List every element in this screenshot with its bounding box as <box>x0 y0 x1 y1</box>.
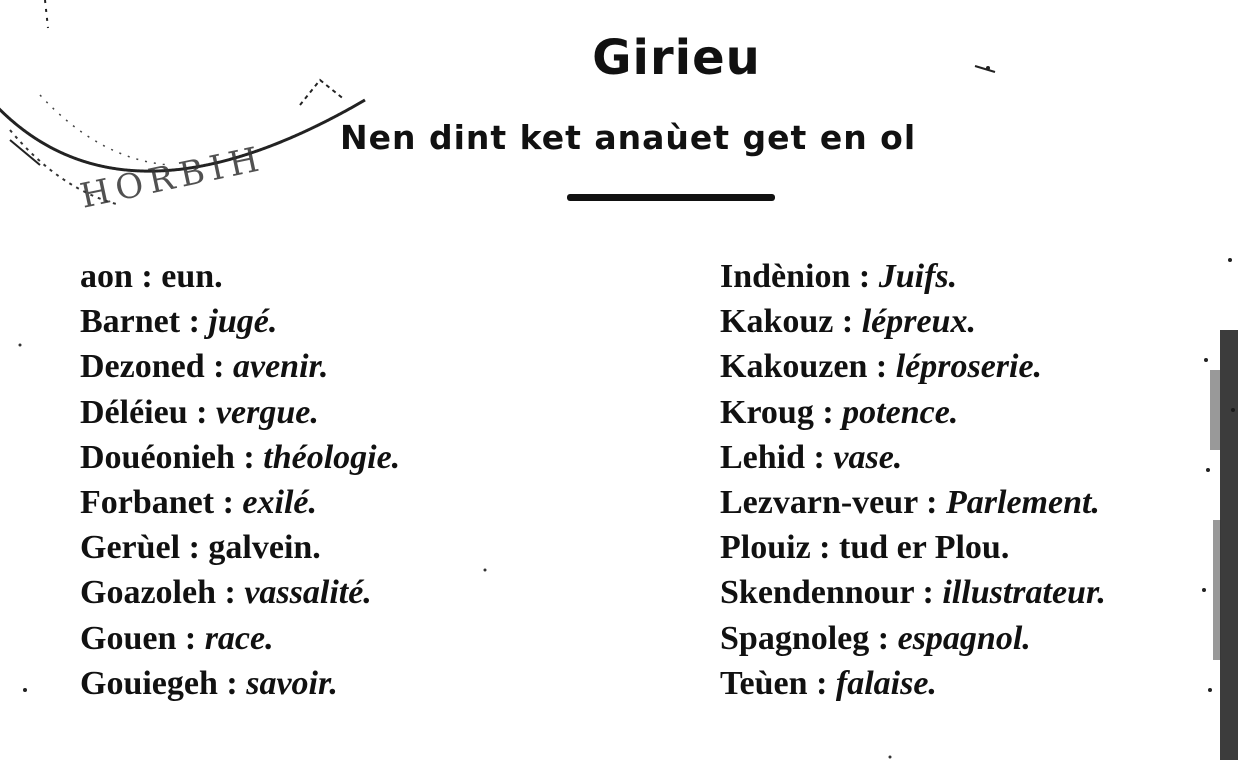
glossary-term: Déléieu <box>80 393 188 431</box>
glossary-term: Lezvarn-veur <box>720 483 918 521</box>
glossary-separator: : <box>180 529 209 567</box>
glossary-translation: savoir. <box>246 664 338 702</box>
glossary-term: Gouen <box>80 619 177 657</box>
glossary-translation: illustrateur. <box>942 574 1106 612</box>
glossary-separator: : <box>132 258 162 295</box>
glossary-translation: exilé. <box>242 483 317 521</box>
glossary-term: Kakouzen <box>720 348 868 386</box>
glossary-separator: : <box>869 619 898 657</box>
glossary-term: Barnet <box>80 303 181 341</box>
glossary-translation: eun. <box>161 258 223 295</box>
glossary-term: Dezoned <box>80 348 205 386</box>
glossary-term: Lehid <box>720 438 806 476</box>
glossary-translation: potence. <box>842 393 959 431</box>
glossary-separator: : <box>914 574 943 612</box>
glossary-translation: théologie. <box>263 438 401 476</box>
glossary-term: Skendennour <box>720 574 915 612</box>
glossary-translation: tud er Plou. <box>839 529 1010 567</box>
glossary-separator: : <box>187 393 216 431</box>
glossary-separator: : <box>917 483 946 521</box>
glossary-translation: race. <box>204 619 274 657</box>
glossary-term: Forbanet <box>80 483 215 521</box>
glossary-translation: vergue. <box>215 393 319 431</box>
glossary-translation: vase. <box>833 438 903 476</box>
glossary-translation: falaise. <box>835 664 937 702</box>
glossary-translation: léproserie. <box>895 348 1043 386</box>
glossary-separator: : <box>217 664 247 702</box>
glossary-translation: avenir. <box>232 348 329 386</box>
glossary-separator: : <box>813 393 843 431</box>
glossary-separator: : <box>215 574 245 612</box>
glossary-term: Kroug <box>720 393 814 431</box>
glossary-term: Kakouz <box>720 303 834 341</box>
glossary-term: Douéonieh <box>80 438 235 476</box>
page-title: Girieu <box>592 30 761 86</box>
glossary-translation: lépreux. <box>861 303 976 341</box>
glossary-separator: : <box>234 438 264 476</box>
glossary-separator: : <box>805 438 834 476</box>
stamp-text: HORBIH <box>76 138 269 217</box>
glossary-separator: : <box>214 483 243 521</box>
glossary-term: Gouiegeh <box>80 664 218 702</box>
glossary-term: Plouiz <box>720 529 811 567</box>
glossary-separator: : <box>810 529 839 567</box>
glossary-separator: : <box>176 619 205 657</box>
glossary-translation: Parlement. <box>946 483 1100 521</box>
glossary-separator: : <box>180 303 209 341</box>
glossary-term: aon <box>80 258 133 295</box>
glossary-translation: Juifs. <box>878 258 958 295</box>
glossary-term: Goazoleh <box>80 574 216 612</box>
glossary-term: Spagnoleg <box>720 619 870 657</box>
glossary-term: Teùen <box>720 664 808 702</box>
glossary-term: Indènion <box>720 258 851 295</box>
glossary-separator: : <box>867 348 896 386</box>
glossary-separator: : <box>850 258 879 295</box>
glossary-separator: : <box>807 664 836 702</box>
glossary-translation: galvein. <box>208 529 321 567</box>
glossary-term: Gerùel <box>80 529 181 567</box>
page-subtitle: Nen dint ket anaùet get en ol <box>340 118 917 157</box>
glossary-translation: espagnol. <box>897 619 1031 657</box>
glossary-translation: jugé. <box>208 303 278 341</box>
glossary-separator: : <box>833 303 862 341</box>
scan-edge-shadow <box>1198 330 1238 760</box>
glossary-separator: : <box>204 348 233 386</box>
glossary-translation: vassalité. <box>244 574 372 612</box>
